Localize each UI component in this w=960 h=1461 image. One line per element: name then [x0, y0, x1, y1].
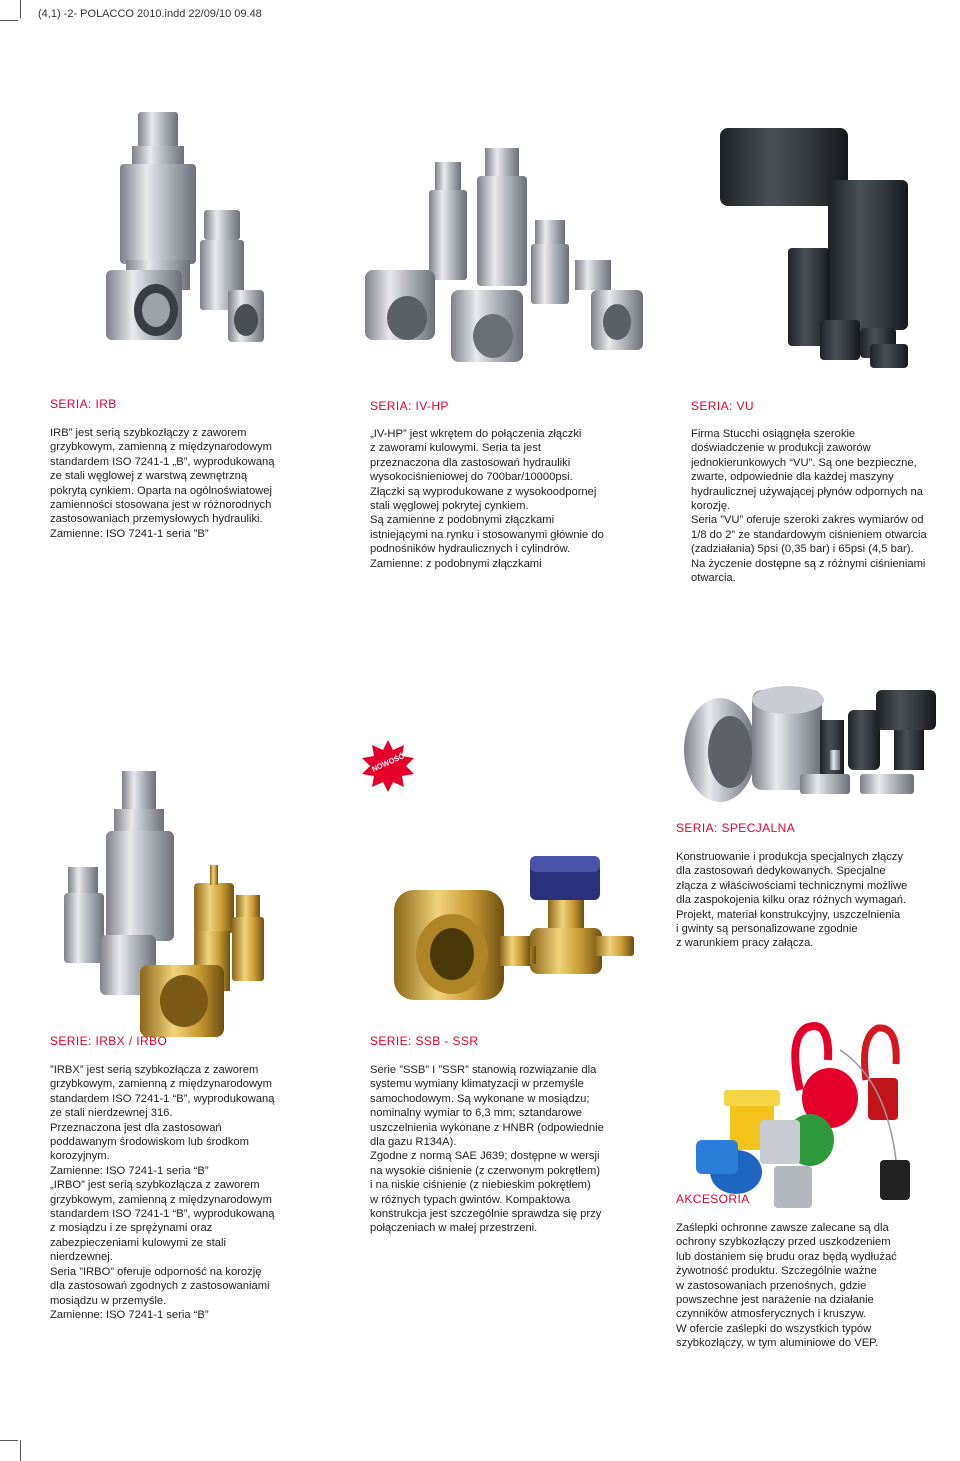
page-slug: (4,1) -2- POLACCO 2010.indd 22/09/10 09.48 — [38, 8, 262, 20]
section-body: Konstruowanie i produkcja specjalnych złączy dla zastosowań dedykowanych. Specjalne złącza z właściwościami technicznymi możliwe dla zaspokojenia kilku oraz różnych wymagań. Projekt, materiał konstrukcyjny, uszczelnienia i gwinty są personalizowane zgodnie z warunkiem pracy załącza. — [676, 851, 908, 950]
irb-product-photo — [60, 100, 280, 365]
section-akcesoria — [676, 1192, 946, 1351]
section-title: SERIA: SPECJALNA — [676, 821, 796, 835]
crop-mark — [20, 0, 21, 18]
crop-mark — [20, 1440, 21, 1461]
section-title: SERIE: SSB - SSR — [370, 1034, 479, 1048]
crop-mark — [0, 20, 18, 21]
section-body: „IV-HP” jest wkrętem do połączenia złączki z zaworami kulowymi. Seria ta jest przeznaczona dla zastosowań hydrauliki wysokociśnieniowej do 700bar/10000psi. Złączki są wyprodukowane z wysokoodpornej stali węglowej pokrytej cynkiem. Są zamienne z podobnymi złączkami istniejącymi na rynku i stosowanymi głównie do podnośników hydraulicznych i cylindrów. Zamienne: z podobnymi złączkami — [370, 428, 604, 570]
section-body: Firma Stucchi osiągnęła szerokie doświadczenie w produkcji zaworów jednokierunkowych “VU”. Są one bezpieczne, zwarte, odpowiednie dla każdej maszyny hydraulicznej używającej płynów odpornych na korozję. Seria ”VU” oferuje szeroki zakres wymiarów od 1/8 do 2” ze standardowym ciśnieniem otwarcia (zadziałania) 5psi (0,35 bar) i 65psi (4,5 bar). Na życzenie dostępne są z różnymi ciśnieniami otwarcia. — [691, 428, 927, 585]
specjalna-product-photo — [680, 670, 940, 820]
section-title: SERIA: IRB — [50, 397, 117, 411]
akcesoria-product-photo — [690, 1020, 930, 1210]
ivhp-product-photo — [355, 140, 645, 375]
section-title: AKCESORIA — [676, 1192, 750, 1206]
section-title: SERIA: VU — [691, 399, 754, 413]
new-badge-label: NOWOŚĆ — [370, 751, 406, 774]
section-body: ”IRBX” jest serią szybkozłącza z zaworem grzybkowym, zamienną z międzynarodowym standardem ISO 7241-1 “B”, wyprodukowaną ze stali nierdzewnej 316. Przeznaczona jest dla zastosowań poddawanym środowiskom lub środkom korozyjnym. Zamienne: ISO 7241-1 seria “B” „IRBO” jest serią szybkozłącza z zaworem grzybkowym, zamienną z międzynarodowym standardem ISO 7241-1 “B”, wyprodukowaną z mosiądzu i ze sprężynami oraz zabezpieczeniami kulowymi ze stali nierdzewnej. Seria ”IRBO” oferuje odporność na korozję dla zastosowań zgodnych z zastosowaniami mosiądzu w przemyśle. Zamienne: ISO 7241-1 seria “B” — [50, 1064, 275, 1321]
section-irb — [50, 397, 310, 541]
section-title: SERIE: IRBX / IRBO — [50, 1034, 168, 1048]
section-body: Zaślepki ochronne zawsze zalecane są dla ochrony szybkozłączy przed uszkodzeniem lub dostaniem się brudu oraz będą wydłużać żywotność produktu. Szczególnie ważne w zastosowaniach przenośnych, gdzie powszechne jest narażenie na działanie czynników atmosferycznych i kruszyw. W ofercie zaślepki do wszystkich typów szybkozłączy, w tym aluminiowe do VEP. — [676, 1222, 897, 1350]
section-ivhp — [370, 399, 640, 571]
section-body: Serie ”SSB” I ”SSR” stanowią rozwiązanie dla systemu wymiany klimatyzacji w przemyśle samochodowym. Są wykonane w mosiądzu; nominalny wymiar to 6,3 mm; sztandarowe uszczelnienia wykonane z HNBR (odpowiednie dla gazu R134A). Zgodne z normą SAE J639; dostępne w wersji na wysokie ciśnienie (z czerwonym pokrętłem) i na niskie ciśnienie (z niebieskim pokrętłem) w różnych typach gwintów. Kompaktowa konstrukcja jest szczególnie sprawdza się przy połączeniach w małej przestrzeni. — [370, 1064, 604, 1235]
vu-product-photo — [720, 120, 920, 380]
section-body: IRB” jest serią szybkozłączy z zaworem grzybkowym, zamienną z międzynarodowym standardem ISO 7241-1 „B”, wyprodukowaną ze stali węglowej z warstwą zewnętrzną pokrytą cynkiem. Oparta na ogólnoświatowej zamienności stosowana jest w różnorodnych zastosowaniach przemysłowych hydrauliki. Zamienne: ISO 7241-1 seria ”B” — [50, 427, 275, 540]
section-ssb — [370, 1034, 640, 1236]
section-specjalna — [676, 821, 946, 951]
crop-mark — [0, 1440, 18, 1441]
section-vu — [691, 399, 951, 585]
irbx-product-photo — [60, 765, 280, 1040]
ssb-product-photo — [390, 850, 640, 1020]
section-title: SERIA: IV-HP — [370, 399, 449, 413]
section-irbx — [50, 1034, 320, 1322]
